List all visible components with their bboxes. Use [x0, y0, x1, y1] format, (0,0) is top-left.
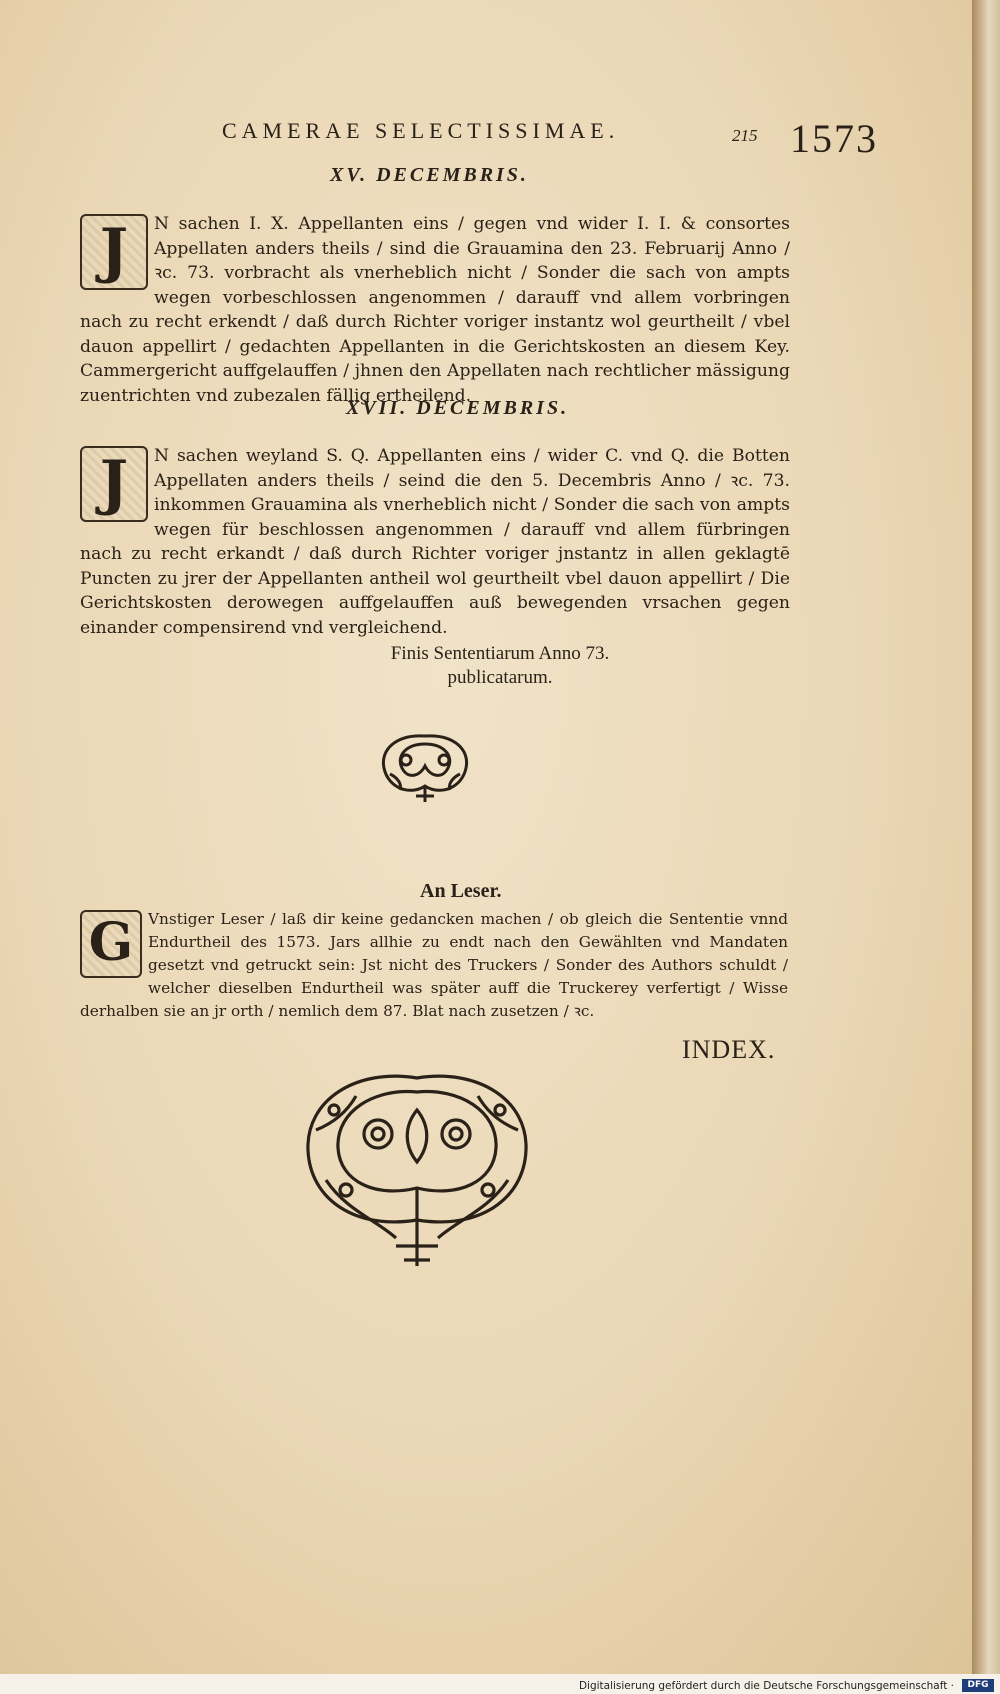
running-title: CAMERAE SELECTISSIMAE.: [222, 118, 620, 143]
finis-line-1: Finis Sententiarum Anno 73.: [390, 643, 610, 664]
paragraph-text: N sachen weyland S. Q. Appellanten eins / wider C. vnd Q. die Botten Appellaten anders theils / seind die den 5. Decembris Anno / ꝛc. 73. inkommen Grauamina als vnerheblich nicht / Sonder die sach von ampts wegen für beschlossen angenommen / darauff vnd allem fürbringen nach zu recht erkandt / daß durch Richter voriger jnstantz in allen geklagtē Puncten zu jrer der Appellanten antheil wol geurtheilt vbel dauon appellirt / Die Gerichtskosten derowegen auffgelauffen auß bewegenden vrsachen gegen einander compensirend vnd vergleichend.: [80, 446, 790, 638]
reader-note: [80, 908, 788, 1023]
finis-note: [300, 642, 700, 690]
large-ornament: [286, 1070, 548, 1275]
index-heading: INDEX.: [682, 1035, 776, 1064]
dropcap-initial: J: [80, 214, 148, 290]
digitization-credit: Digitalisierung gefördert durch die Deutsche Forschungsgemeinschaft ·: [578, 1680, 954, 1692]
finis-line-2: publicatarum.: [447, 667, 553, 688]
year-heading: 1573: [790, 116, 878, 161]
dfg-logo: DFG: [962, 1679, 994, 1692]
page-number: 215: [732, 126, 758, 145]
dropcap-initial: G: [80, 910, 142, 978]
page-edge: [972, 0, 1000, 1674]
small-ornament: [376, 730, 474, 809]
sentence-paragraph-1: [80, 212, 790, 408]
sentence-paragraph-2: [80, 444, 790, 640]
reader-note-text: Vnstiger Leser / laß dir keine gedancken machen / ob gleich die Sententie vnnd Endurtheil des 1573. Jars allhie zu endt nach den Gewählten vnd Mandaten gesetzt vnd getruckt sein: Jst nicht des Truckers / Sonder des Authors schuldt / welcher dieselben Endurtheil was später auff die Truckerey verfertigt / Wisse derhalben sie an jr orth / nemlich dem 87. Blat nach zusetzen / ꝛc.: [80, 910, 788, 1020]
section-date-1: XV. DECEMBRIS.: [330, 164, 529, 186]
section-date-2: XVII. DECEMBRIS.: [346, 397, 570, 419]
dropcap-initial: J: [80, 446, 148, 522]
paragraph-text: N sachen I. X. Appellanten eins / gegen vnd wider I. I. & consortes Appellaten anders theils / sind die Grauamina den 23. Februarij Anno / ꝛc. 73. vorbracht als vnerheblich nicht / Sonder die sach von ampts wegen vorbeschlossen angenommen / darauff vnd allem vorbringen nach zu recht erkendt / daß durch Richter voriger instantz wol geurtheilt / vbel dauon appellirt / gedachten Appellanten in die Gerichtskosten an diesem Key. Cammergericht auffgelauffen / jhnen den Appellaten nach rechtlicher mässigung zuentrichten vnd zubezalen fällig ertheilend.: [80, 214, 790, 406]
reader-note-title: An Leser.: [420, 880, 502, 902]
